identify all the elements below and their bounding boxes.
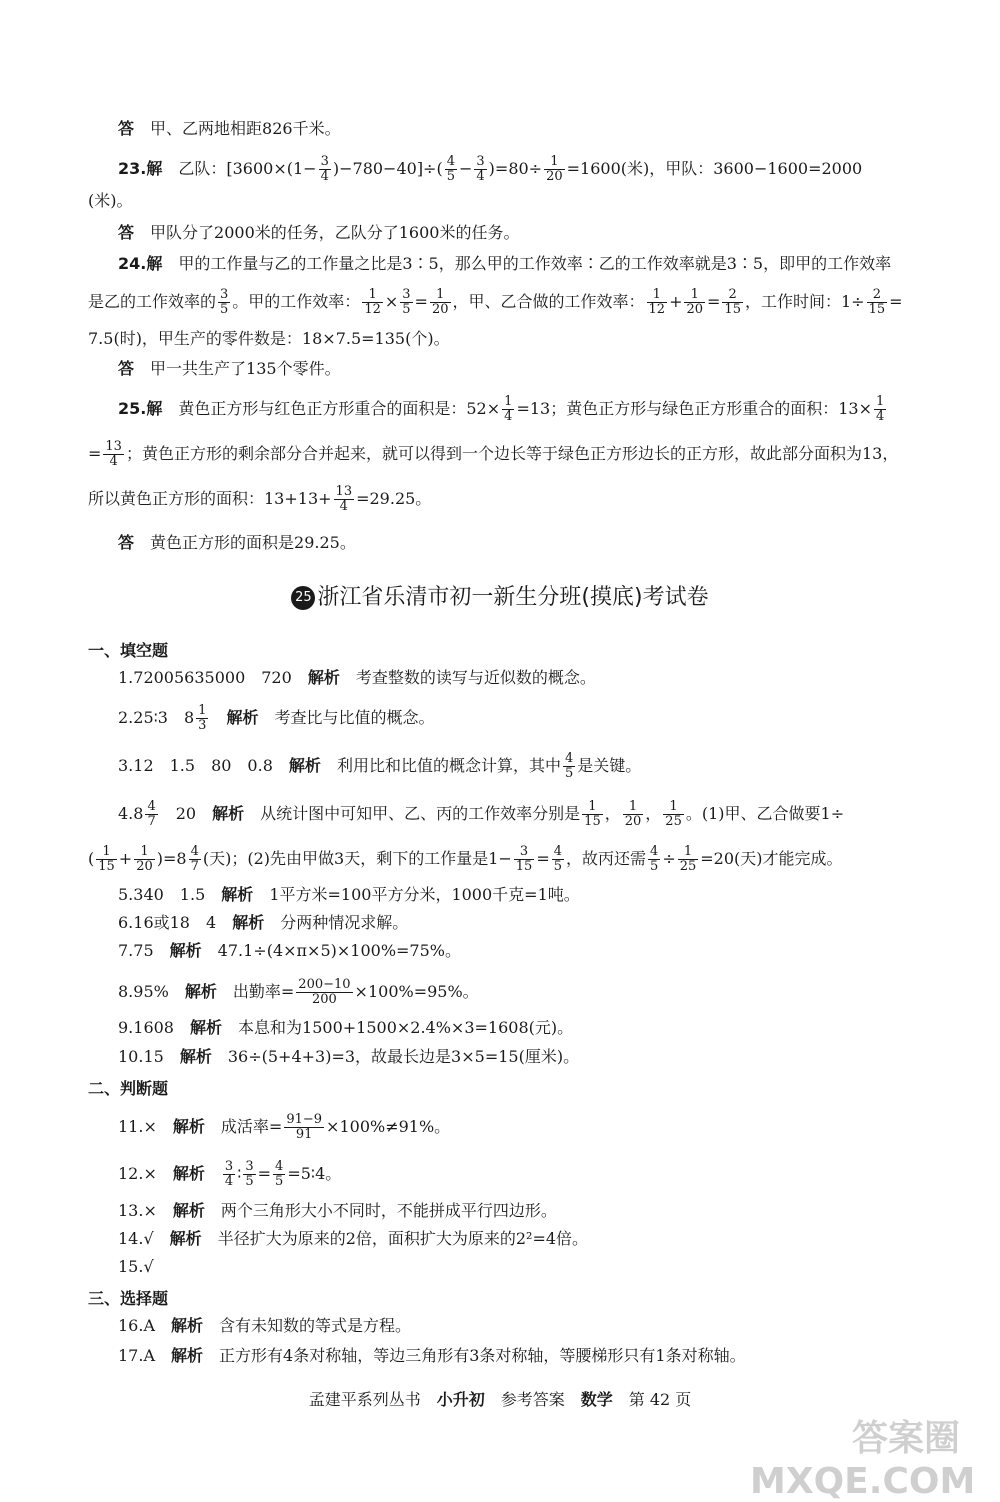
denominator: 5 (650, 859, 659, 874)
numerator: 91−9 (286, 1112, 323, 1127)
item-4-cont: ( $\frac{1}{15}$ + $\frac{1}{20}$ )=8 $\frac{4}{7}$ (天)；(2)先由甲做3天，剩下的工作量是1− $\frac{3}{15}$ = $\frac{4}{5}$ ，故丙还需 $\frac{4}{5}$ ÷ $\frac{1}{25}$ =20(天)才能完成。 (88, 844, 843, 874)
fraction (145, 800, 157, 829)
item-17: 17.A 解析 正方形有4条对称轴，等边三角形有3条对称轴，等腰梯形只有1条对称轴。 (118, 1346, 746, 1365)
denominator: 20 (624, 814, 642, 829)
denominator: 15 (724, 302, 741, 317)
answer-line-23: 答 甲队分了2000米的任务，乙队分了1600米的任务。 (118, 223, 520, 242)
numerator: 1 (582, 800, 603, 815)
denominator: 25 (665, 814, 682, 829)
fraction (663, 800, 684, 829)
numerator: 4 (147, 799, 156, 814)
numerator: 1 (544, 155, 565, 170)
denominator: 20 (431, 302, 449, 317)
solution-24-line2: 是乙的工作效率的 $\frac{3}{5}$ 。甲的工作效率： $\frac{1}{12}$ × $\frac{3}{5}$ = $\frac{1}{20}$ ，甲、乙合做的工作效率： $\frac{1}{12}$ + $\frac{1}{20}$ = $\frac{2}{15}$ ，工作时间：1÷ $\frac{2}{15}$ = (88, 287, 903, 317)
denominator: 12 (364, 302, 381, 317)
fraction (334, 485, 355, 514)
item-6: 6.16或18 4 解析 分两种情况求解。 (118, 913, 409, 932)
fraction (648, 845, 660, 874)
numerator: 3 (402, 287, 411, 302)
numerator: 4 (190, 844, 199, 859)
numerator: 2 (867, 288, 888, 303)
item-12: 12.× 解析 $\frac{3}{4}$ ∶ $\frac{3}{5}$ = $\frac{4}{5}$ =5∶4。 (118, 1159, 342, 1189)
numerator: 3 (514, 845, 535, 860)
numerator: 1 (647, 288, 668, 303)
exam-title: 25 浙江省乐清市初一新生分班(摸底)考试卷 (0, 580, 1000, 611)
denominator: 4 (109, 454, 118, 469)
item-3: 3.12 1.5 80 0.8 解析 利用比和比值的概念计算，其中 $\frac{4}{5}$ 是关键。 (118, 751, 642, 781)
denominator: 25 (679, 859, 697, 874)
fraction (218, 288, 230, 317)
fraction (623, 800, 644, 829)
fraction (273, 1160, 285, 1189)
numerator: 1 (198, 703, 207, 718)
fraction (514, 845, 535, 874)
answer-line-25: 答 黄色正方形的面积是29.25。 (118, 533, 356, 552)
numerator: 3 (224, 1159, 234, 1174)
fraction (474, 155, 486, 184)
item-4: 4.8 $\frac{4}{7}$ 20 解析 从统计图中可知甲、乙、丙的工作效率分别是 $\frac{1}{15}$ ， $\frac{1}{20}$ ， $\frac{1}{25}$ 。(1)甲、乙合做要1÷ (118, 799, 845, 829)
number-badge: 25 (291, 586, 315, 610)
denominator: 4 (339, 499, 348, 514)
numerator: 4 (564, 751, 574, 766)
denominator: 5 (402, 302, 411, 317)
numerator: 2 (722, 288, 743, 303)
denominator: 15 (868, 302, 886, 317)
numerator: 4 (553, 844, 563, 859)
denominator: 4 (875, 409, 885, 424)
solution-23-cont: (米)。 (88, 191, 133, 210)
fraction (722, 288, 743, 317)
numerator: 200−10 (298, 977, 351, 992)
numerator: 4 (275, 1159, 284, 1174)
item-10: 10.15 解析 36÷(5+4+3)=3，故最长边是3×5=15(厘米)。 (118, 1047, 580, 1066)
fraction (103, 440, 124, 469)
denominator: 15 (584, 814, 601, 829)
fraction (502, 395, 514, 424)
numerator: 1 (623, 800, 644, 815)
fraction (552, 845, 564, 874)
item-14: 14.√ 解析 半径扩大为原来的2倍，面积扩大为原来的2²=4倍。 (118, 1229, 589, 1248)
fraction (319, 155, 331, 184)
fraction (684, 288, 705, 317)
numerator: 3 (220, 287, 229, 302)
denominator: 5 (220, 302, 229, 317)
fraction (362, 288, 383, 317)
solution-25-line2: = $\frac{13}{4}$ ；黄色正方形的剩余部分合并起来，就可以得到一个边长等于绿色正方形边长的正方形，故此部分面积为13， (88, 439, 899, 469)
denominator: 5 (446, 169, 455, 184)
solution-23: 23.解 乙队：[3600×(1− $\frac{3}{4}$ )−780−40]÷( $\frac{4}{5}$ − $\frac{3}{4}$ )=80÷ $\frac{1}{20}$ =1600(米)，甲队：3600−1600=2000 (118, 154, 863, 184)
item-1: 1.72005635000 720 解析 考查整数的读写与近似数的概念。 (118, 668, 596, 687)
watermark-logo: 答案圈 MXQE.COM (750, 1418, 976, 1502)
numerator: 3 (245, 1159, 254, 1174)
item-9: 9.1608 解析 本息和为1500+1500×2.4%×3=1608(元)。 (118, 1018, 574, 1037)
numerator: 1 (134, 845, 155, 860)
numerator: 4 (446, 154, 455, 169)
denominator: 200 (312, 992, 337, 1007)
denominator: 4 (476, 169, 485, 184)
fraction (867, 288, 888, 317)
fraction (430, 288, 451, 317)
numerator: 3 (476, 154, 485, 169)
solution-25: 25.解 黄色正方形与红色正方形重合的面积是：52× $\frac{1}{4}$ =13；黄色正方形与绿色正方形重合的面积：13× $\frac{1}{4}$ (118, 394, 885, 424)
item-2: 2.25∶3 8 $\frac{1}{3}$ 解析 考查比与比值的概念。 (118, 703, 435, 733)
denominator: 20 (686, 302, 704, 317)
numerator: 1 (504, 394, 513, 409)
item-15: 15.√ (118, 1257, 154, 1276)
fraction (96, 845, 117, 874)
item-13: 13.× 解析 两个三角形大小不同时，不能拼成平行四边形。 (118, 1201, 557, 1220)
answer-line-22: 答 甲、乙两地相距826千米。 (118, 119, 341, 138)
numerator: 1 (362, 288, 383, 303)
fraction (874, 395, 886, 424)
denominator: 3 (198, 718, 207, 733)
numerator: 4 (650, 844, 659, 859)
denominator: 7 (147, 814, 156, 829)
section-fill-blank: 一、填空题 (88, 641, 169, 660)
denominator: 4 (320, 169, 329, 184)
fraction (647, 288, 668, 317)
denominator: 5 (564, 766, 574, 781)
fraction (296, 978, 352, 1007)
denominator: 91 (295, 1127, 313, 1142)
item-11: 11.× 解析 成活率= $\frac{91-9}{91}$ ×100%≠91%。 (118, 1112, 451, 1142)
fraction (563, 752, 575, 781)
item-7: 7.75 解析 47.1÷(4×π×5)×100%=75%。 (118, 941, 461, 960)
denominator: 5 (553, 859, 563, 874)
denominator: 5 (245, 1174, 254, 1189)
numerator: 1 (663, 800, 684, 815)
fraction (223, 1160, 235, 1189)
fraction (678, 845, 699, 874)
numerator: 13 (105, 439, 122, 454)
denominator: 20 (136, 859, 153, 874)
denominator: 15 (515, 859, 533, 874)
fraction (582, 800, 603, 829)
denominator: 7 (190, 859, 199, 874)
denominator: 5 (275, 1174, 284, 1189)
fraction (445, 155, 457, 184)
numerator: 1 (430, 288, 451, 303)
section-multiple-choice: 三、选择题 (88, 1289, 169, 1308)
section-true-false: 二、判断题 (88, 1079, 169, 1098)
solution-25-line3: 所以黄色正方形的面积：13+13+ $\frac{13}{4}$ =29.25。 (88, 484, 432, 514)
denominator: 4 (504, 409, 513, 424)
numerator: 1 (678, 845, 699, 860)
fraction (400, 288, 412, 317)
numerator: 1 (875, 394, 885, 409)
solution-24: 24.解 甲的工作量与乙的工作量之比是3∶5，那么甲的工作效率∶乙的工作效率就是3∶5，即甲的工作效率 (118, 254, 892, 273)
answer-line-24: 答 甲一共生产了135个零件。 (118, 359, 341, 378)
denominator: 15 (98, 859, 115, 874)
item-5: 5.340 1.5 解析 1平方米=100平方分米，1000千克=1吨。 (118, 885, 580, 904)
fraction (284, 1113, 324, 1142)
solution-24-line3: 7.5(时)，甲生产的零件数是：18×7.5=135(个)。 (88, 329, 450, 348)
fraction (134, 845, 155, 874)
denominator: 12 (648, 302, 666, 317)
denominator: 20 (546, 169, 563, 184)
item-16: 16.A 解析 含有未知数的等式是方程。 (118, 1316, 412, 1335)
fraction (189, 845, 201, 874)
item-8: 8.95% 解析 出勤率= $\frac{200-10}{200}$ ×100%=95%。 (118, 977, 479, 1007)
fraction (243, 1160, 255, 1189)
numerator: 1 (684, 288, 705, 303)
fraction (196, 704, 208, 733)
numerator: 13 (335, 484, 353, 499)
denominator: 4 (224, 1174, 234, 1189)
page-footer: 孟建平系列丛书 小升初 参考答案 数学 第 42 页 (308, 1390, 692, 1409)
fraction (544, 155, 565, 184)
numerator: 1 (96, 845, 117, 860)
numerator: 3 (320, 154, 329, 169)
